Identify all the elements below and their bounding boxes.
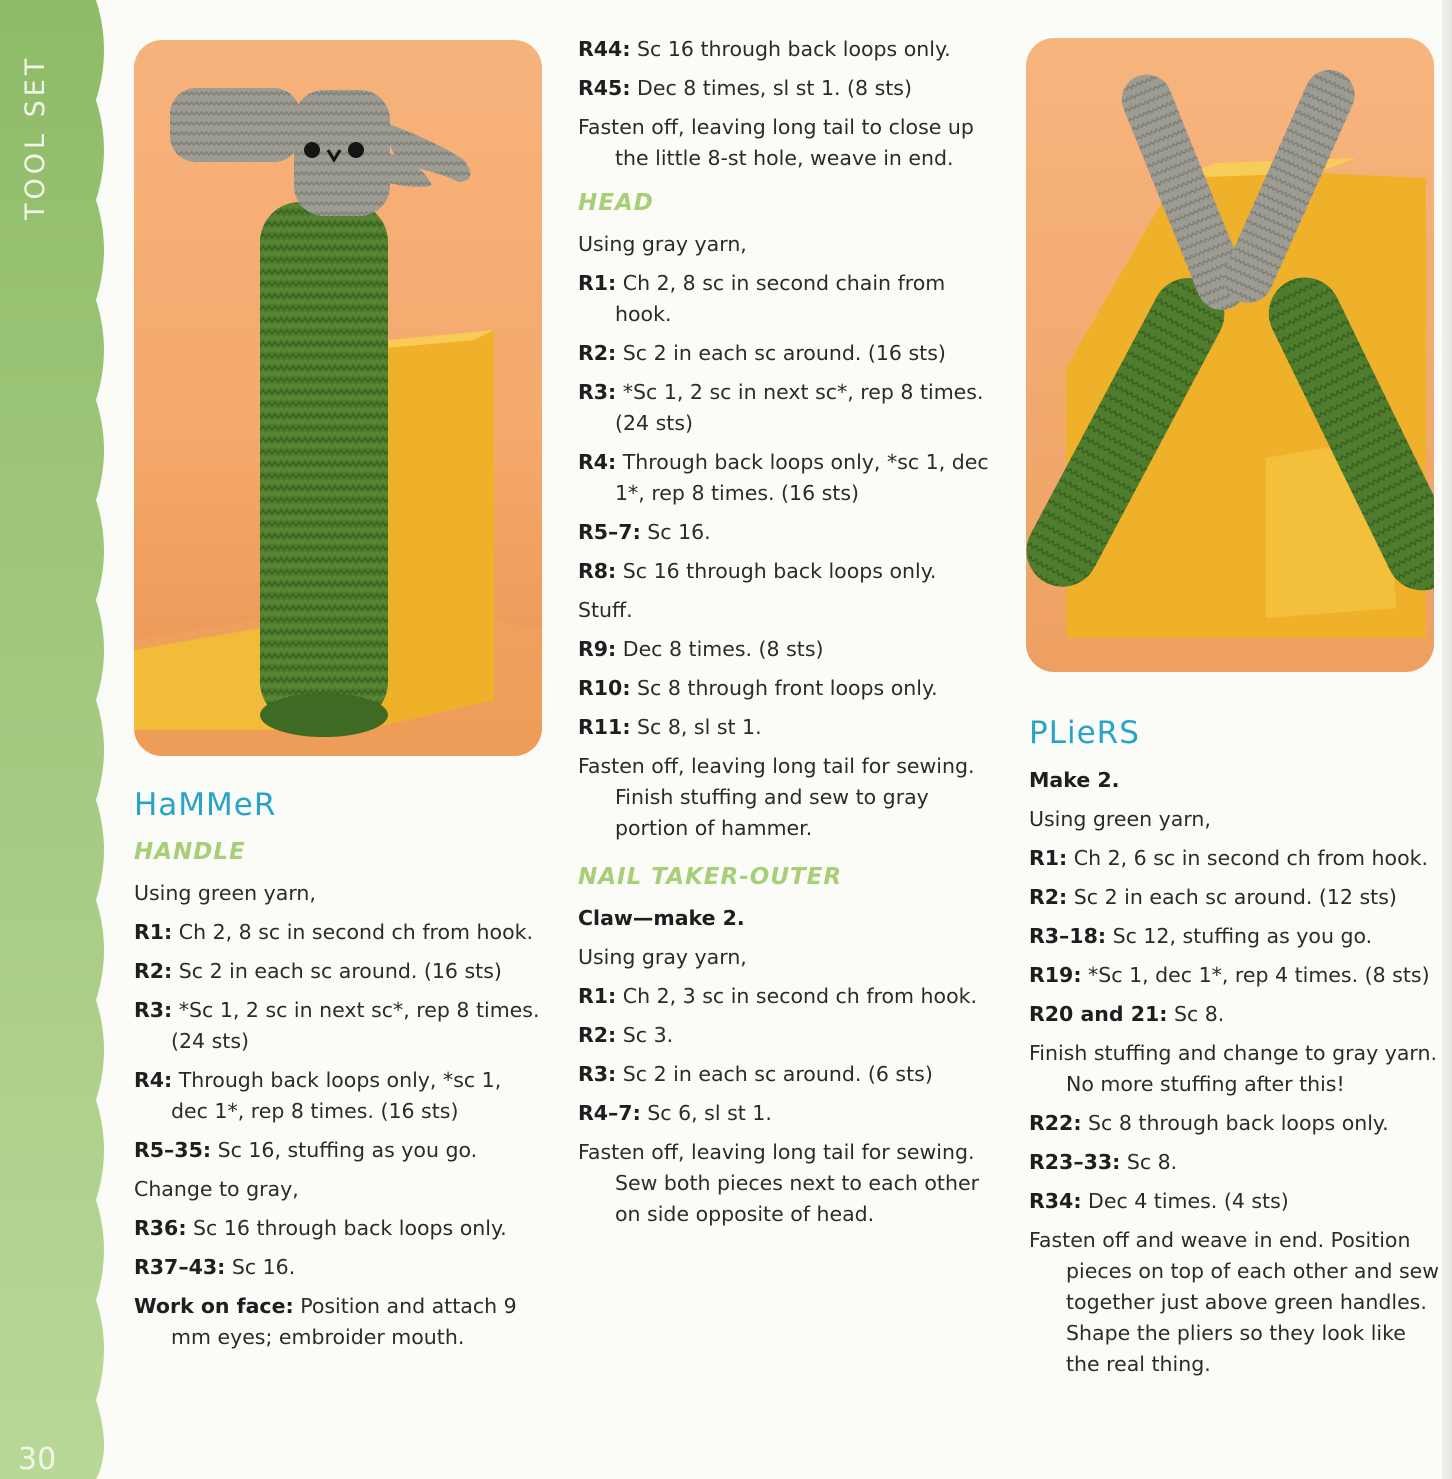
row-label: R20 and 21: [1029,1002,1168,1026]
row-text: Sc 16 through back loops only. [637,37,951,61]
middle-column [578,34,998,1238]
row-label: R4–7: [578,1101,641,1125]
row-text: Ch 2, 8 sc in second ch from hook. [178,920,534,944]
row-label: R1: [1029,846,1068,870]
row-label: R5–7: [578,520,641,544]
pliers-make [1029,765,1441,796]
row-text: Sc 3. [622,1023,674,1047]
head-heading: HEAD [578,190,654,216]
row-label: R2: [578,1023,617,1047]
head-intro: Using gray yarn, [578,232,747,256]
row-text: Dec 8 times. (8 sts) [622,637,824,661]
instruction-row [1029,882,1441,913]
instruction-row [578,595,998,626]
pliers-title: PLieRS [1029,715,1140,751]
row-text: Fasten off and weave in end. Position pieces on top of each other and sew together just above green handles. Shape the pliers so they look like the real thing. [1029,1228,1440,1376]
instruction-row [578,556,998,587]
instruction-row [1029,999,1441,1030]
row-text: *Sc 1, 2 sc in next sc*, rep 8 times. (24 sts) [615,380,984,435]
row-label: R34: [1029,1189,1082,1213]
nail-intro: Using gray yarn, [578,945,747,969]
row-label: R19: [1029,963,1082,987]
row-text: Sc 16 through back loops only. [622,559,937,583]
head-rows [578,268,998,844]
row-label: R11: [578,715,631,739]
instruction-row [134,956,544,987]
row-text: Fasten off, leaving long tail for sewing. Finish stuffing and sew to gray portion of hammer. [578,754,975,840]
row-text: Sc 8 through front loops only. [637,676,938,700]
row-text: Through back loops only, *sc 1, dec 1*, rep 8 times. (16 sts) [615,450,989,505]
row-label: Work on face: [134,1294,294,1318]
row-text: Change to gray, [134,1177,299,1201]
instruction-row [578,447,998,509]
row-label: R3: [134,998,173,1022]
row-label: R2: [1029,885,1068,909]
instruction-row [578,338,998,369]
instruction-row [578,268,998,330]
instruction-row [578,673,998,704]
row-label: R4: [578,450,617,474]
row-text: *Sc 1, 2 sc in next sc*, rep 8 times. (24 sts) [171,998,540,1053]
instruction-row [134,1174,544,1205]
row-label: R10: [578,676,631,700]
row-label: R9: [578,637,617,661]
instruction-row [1029,1108,1441,1139]
row-label: R2: [134,959,173,983]
row-text: Sc 16. [231,1255,296,1279]
pliers-photo [1026,38,1434,672]
instruction-row [578,712,998,743]
row-text: Sc 2 in each sc around. (16 sts) [178,959,502,983]
row-text: Position and attach 9 mm eyes; embroider mouth. [171,1294,517,1349]
instruction-row [1029,921,1441,952]
row-text: Sc 2 in each sc around. (12 sts) [1073,885,1397,909]
nail-rows [578,981,998,1230]
row-text: Sc 12, stuffing as you go. [1112,924,1373,948]
instruction-row [1029,1038,1441,1100]
row-text: Sc 6, sl st 1. [647,1101,772,1125]
instruction-row [1029,1147,1441,1178]
instruction-row [134,1291,544,1353]
row-text: Sc 8. [1126,1150,1178,1174]
row-text: Dec 4 times. (4 sts) [1088,1189,1289,1213]
row-label: R3–18: [1029,924,1107,948]
row-text: Fasten off, leaving long tail to close up the little 8-st hole, weave in end. [578,115,974,170]
instruction-row [578,377,998,439]
sidebar-decoration [0,0,112,1479]
row-label: R1: [134,920,173,944]
instruction-row [578,34,998,65]
instruction-row [134,917,544,948]
instruction-row [578,1020,998,1051]
pliers-column [1029,715,1441,1388]
handle-rows [134,917,544,1353]
hammer-photo [134,40,542,756]
row-text: Sc 8. [1173,1002,1225,1026]
row-text: Through back loops only, *sc 1, dec 1*, rep 8 times. (16 sts) [171,1068,502,1123]
row-label: R5–35: [134,1138,212,1162]
section-title: TOOL SET [20,54,51,220]
instruction-row [1029,960,1441,991]
pliers-intro: Using green yarn, [1029,807,1211,831]
instruction-row [134,1065,544,1127]
row-text: Sc 2 in each sc around. (16 sts) [622,341,946,365]
row-text: *Sc 1, dec 1*, rep 4 times. (8 sts) [1088,963,1430,987]
hammer-column [134,787,544,1361]
row-label: R23–33: [1029,1150,1121,1174]
row-label: R45: [578,76,631,100]
row-label: R36: [134,1216,187,1240]
instruction-row [578,112,998,174]
page-number: 30 [18,1442,57,1477]
instruction-row [1029,843,1441,874]
instruction-row [1029,1186,1441,1217]
row-label: R3: [578,380,617,404]
row-label: R22: [1029,1111,1082,1135]
handle-heading: HANDLE [134,839,246,865]
row-label: R1: [578,271,617,295]
nail-heading: NAIL TAKER-OUTER [578,864,843,890]
instruction-row [578,73,998,104]
row-text: Sc 16. [647,520,711,544]
claw-subtitle-text: Claw—make 2. [578,906,745,930]
instruction-row [134,995,544,1057]
row-label: R44: [578,37,631,61]
instruction-row [134,1252,544,1283]
row-text: Fasten off, leaving long tail for sewing. Sew both pieces next to each other on side opposite of head. [578,1140,980,1226]
row-text: Ch 2, 6 sc in second ch from hook. [1073,846,1429,870]
page-gutter [1442,0,1452,1479]
row-label: R1: [578,984,617,1008]
instruction-row [578,751,998,844]
row-label: R8: [578,559,617,583]
row-text: Sc 8, sl st 1. [637,715,762,739]
row-text: Ch 2, 8 sc in second chain from hook. [615,271,946,326]
row-label: R4: [134,1068,173,1092]
hammer-title: HaMMeR [134,787,277,823]
instruction-row [578,634,998,665]
row-text: Finish stuffing and change to gray yarn. No more stuffing after this! [1029,1041,1437,1096]
instruction-row [578,981,998,1012]
row-label: R37–43: [134,1255,226,1279]
row-label: R3: [578,1062,617,1086]
pliers-rows [1029,843,1441,1380]
handle-intro: Using green yarn, [134,881,316,905]
row-text: Sc 16 through back loops only. [193,1216,507,1240]
row-label: R2: [578,341,617,365]
instruction-row [578,1137,998,1230]
instruction-row [1029,1225,1441,1380]
pliers-make-text: Make 2. [1029,768,1120,792]
row-text: Sc 2 in each sc around. (6 sts) [622,1062,933,1086]
row-text: Stuff. [578,598,633,622]
row-text: Dec 8 times, sl st 1. (8 sts) [637,76,912,100]
claw-subtitle [578,903,998,934]
hammer-end-rows [578,34,998,174]
scalloped-border [0,0,112,1479]
instruction-row [134,1135,544,1166]
instruction-row [578,517,998,548]
row-text: Ch 2, 3 sc in second ch from hook. [622,984,978,1008]
instruction-row [578,1098,998,1129]
row-text: Sc 16, stuffing as you go. [217,1138,478,1162]
instruction-row [134,1213,544,1244]
row-text: Sc 8 through back loops only. [1088,1111,1389,1135]
instruction-row [578,1059,998,1090]
